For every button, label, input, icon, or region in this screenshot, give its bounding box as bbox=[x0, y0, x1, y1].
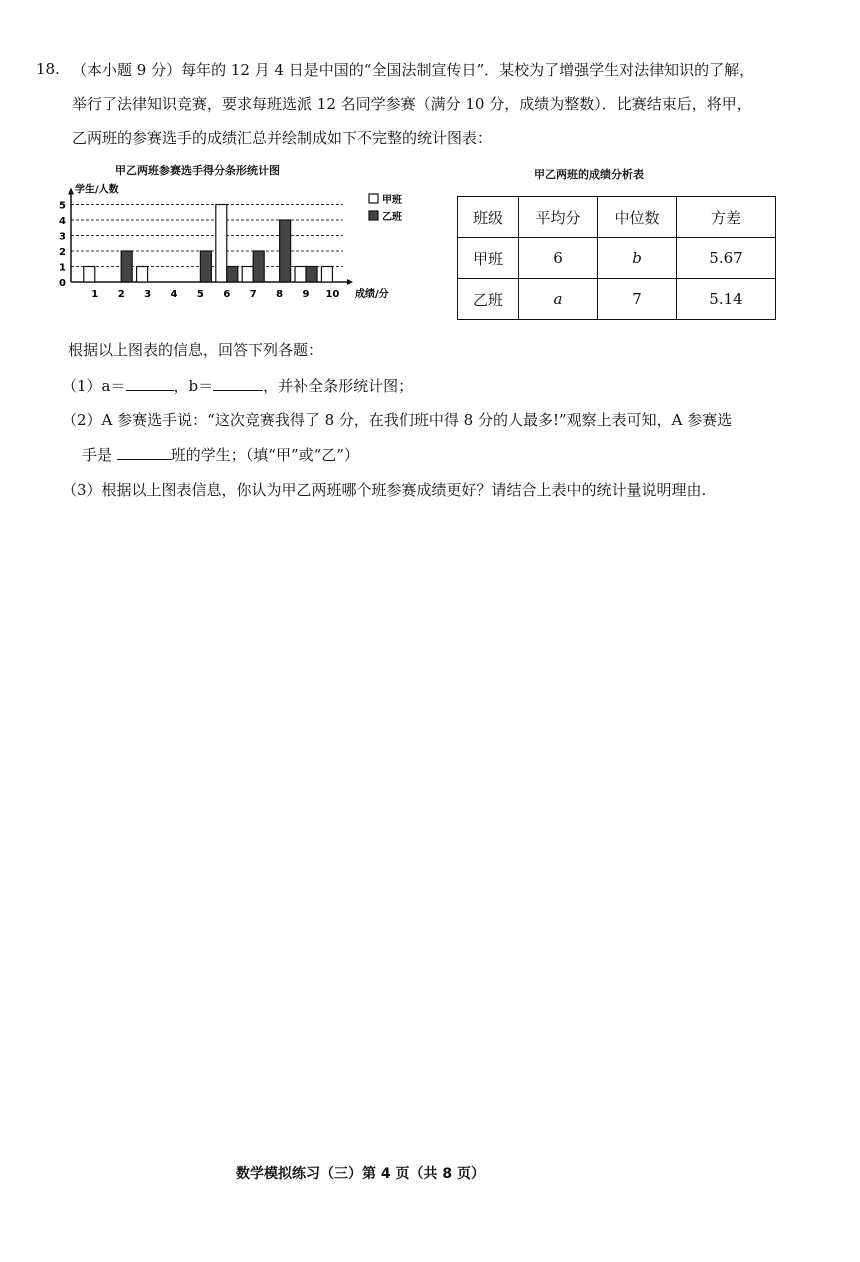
question-2-line-1: （2）A 参赛选手说：“这次竞赛我得了 8 分，在我们班中得 8 分的人最多!”观察上表可知，A 参赛选 bbox=[62, 411, 733, 429]
legend-label: 甲班 bbox=[382, 195, 402, 206]
bar-yi bbox=[306, 267, 317, 283]
legend-label: 乙班 bbox=[382, 212, 402, 223]
bar-jia bbox=[137, 267, 148, 283]
y-tick-label: 4 bbox=[59, 216, 66, 227]
cell-mean: a bbox=[519, 279, 598, 320]
cell-class: 甲班 bbox=[458, 238, 519, 279]
x-tick-label: 4 bbox=[170, 289, 178, 300]
x-tick-label: 1 bbox=[91, 289, 99, 300]
y-tick-label: 0 bbox=[59, 278, 66, 289]
bar-jia bbox=[242, 267, 253, 283]
header-class: 班级 bbox=[458, 197, 519, 238]
y-axis-arrow bbox=[68, 188, 74, 195]
problem-line-2: 举行了法律知识竞赛，要求每班选派 12 名同学参赛（满分 10 分，成绩为整数）．比赛结束后，将甲， bbox=[72, 95, 752, 113]
q1-part-a: （1）a＝ bbox=[62, 377, 126, 395]
header-mean: 平均分 bbox=[519, 197, 598, 238]
page-footer: 数学模拟练习（三）第 4 页（共 8 页） bbox=[236, 1166, 485, 1182]
problem-line-3: 乙两班的参赛选手的成绩汇总并绘制成如下不完整的统计图表： bbox=[72, 129, 493, 147]
cell-variance: 5.67 bbox=[677, 238, 776, 279]
x-tick-label: 5 bbox=[196, 289, 204, 300]
x-tick-label: 3 bbox=[144, 289, 152, 300]
q2-part-a: 手是 bbox=[82, 446, 117, 464]
bar-jia bbox=[295, 267, 306, 283]
question-2-line-2 bbox=[82, 445, 359, 465]
q1-part-b: ，b＝ bbox=[173, 377, 214, 395]
answer-blank-class[interactable] bbox=[117, 445, 171, 460]
question-3: （3）根据以上图表信息，你认为甲乙两班哪个班参赛成绩更好？请结合上表中的统计量说明理由. bbox=[62, 481, 707, 499]
answer-blank-b[interactable] bbox=[213, 376, 263, 391]
x-tick-label: 9 bbox=[302, 289, 310, 300]
y-tick-label: 3 bbox=[59, 231, 66, 243]
bar-yi bbox=[253, 251, 264, 282]
y-tick-label: 5 bbox=[59, 200, 66, 212]
x-tick-label: 6 bbox=[223, 289, 231, 300]
y-tick-label: 1 bbox=[59, 262, 66, 274]
x-tick-label: 8 bbox=[276, 289, 284, 300]
bar-yi bbox=[200, 251, 211, 282]
bar-chart bbox=[55, 160, 425, 310]
bar-yi bbox=[280, 220, 291, 282]
answer-blank-a[interactable] bbox=[126, 376, 174, 391]
chart-title: 甲乙两班参赛选手得分条形统计图 bbox=[115, 164, 280, 177]
legend-swatch bbox=[369, 211, 378, 220]
header-median: 中位数 bbox=[598, 197, 677, 238]
x-tick-label: 7 bbox=[249, 289, 257, 300]
bar-jia bbox=[84, 267, 95, 283]
bar-chart-svg bbox=[55, 160, 425, 310]
q2-part-b: 班的学生；（填“甲”或“乙”） bbox=[170, 446, 359, 464]
problem-number: 18. bbox=[36, 60, 60, 78]
x-tick-label: 10 bbox=[325, 289, 340, 300]
x-tick-label: 2 bbox=[117, 289, 125, 300]
q1-part-c: ，并补全条形统计图； bbox=[263, 377, 414, 395]
x-axis-arrow bbox=[347, 279, 353, 285]
bar-jia bbox=[321, 267, 332, 283]
cell-mean: 6 bbox=[519, 238, 598, 279]
x-axis-label: 成绩/分 bbox=[355, 289, 389, 300]
cell-median: b bbox=[598, 238, 677, 279]
question-1 bbox=[62, 376, 413, 396]
stats-table bbox=[457, 196, 776, 320]
header-variance: 方差 bbox=[677, 197, 776, 238]
legend-swatch bbox=[369, 194, 378, 203]
table-row-jia bbox=[458, 238, 776, 279]
table-title: 甲乙两班的成绩分析表 bbox=[534, 168, 644, 181]
bar-jia bbox=[216, 205, 227, 283]
y-axis-label: 学生/人数 bbox=[75, 184, 119, 196]
questions-intro: 根据以上图表的信息，回答下列各题： bbox=[68, 341, 324, 359]
y-tick-label: 2 bbox=[59, 247, 66, 258]
problem-line-1: （本小题 9 分）每年的 12 月 4 日是中国的“全国法制宣传日”．某校为了增强学生对法律知识的了解， bbox=[72, 61, 755, 79]
table-row-yi bbox=[458, 279, 776, 320]
bar-yi bbox=[227, 267, 238, 283]
cell-class: 乙班 bbox=[458, 279, 519, 320]
table-header-row bbox=[458, 197, 776, 238]
cell-median: 7 bbox=[598, 279, 677, 320]
cell-variance: 5.14 bbox=[677, 279, 776, 320]
bar-yi bbox=[121, 251, 132, 282]
